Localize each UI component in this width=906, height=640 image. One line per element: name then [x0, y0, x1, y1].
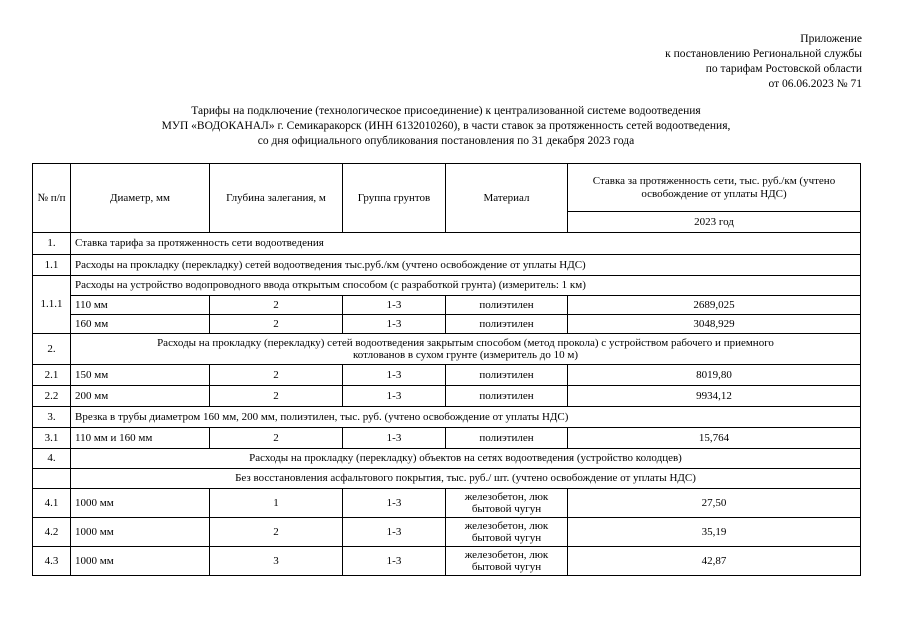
section-num: 4. — [33, 449, 71, 469]
table-row — [33, 489, 861, 518]
cell-depth: 2 — [210, 296, 343, 315]
table-row — [33, 365, 861, 386]
header-row — [33, 164, 861, 212]
appendix-line-3: по тарифам Ростовской области — [705, 63, 862, 75]
section-num: 2. — [33, 334, 71, 365]
cell-value: 2689,025 — [568, 296, 861, 315]
cell-diameter: 1000 мм — [71, 547, 210, 576]
row-num: 3.1 — [33, 428, 71, 449]
section-title-line-1: Расходы на прокладку (перекладку) сетей водоотведения закрытым способом (метод прокола) с устройством рабочего и приемного — [157, 336, 774, 349]
subsection-title: Расходы на устройство водопроводного ввода открытым способом (с разработкой грунта) (измеритель: 1 км) — [71, 276, 861, 296]
cell-diameter: 1000 мм — [71, 489, 210, 518]
cell-material — [446, 518, 568, 547]
section-title: Расходы на прокладку (перекладку) объектов на сетях водоотведения (устройство колодцев) — [71, 449, 861, 469]
section-num: 3. — [33, 407, 71, 428]
cell-soil: 1-3 — [343, 518, 446, 547]
subsection-title: Без восстановления асфальтового покрытия, тыс. руб./ шт. (учтено освобождение от уплаты НДС) — [71, 469, 861, 489]
cell-depth: 2 — [210, 315, 343, 334]
subsection-row — [33, 276, 861, 296]
section-row — [33, 255, 861, 276]
section-title — [71, 334, 861, 365]
header-depth: Глубина залегания, м — [210, 164, 343, 233]
cell-diameter: 110 мм и 160 мм — [71, 428, 210, 449]
cell-soil: 1-3 — [343, 365, 446, 386]
title-line-2: МУП «ВОДОКАНАЛ» г. Семикаракорск (ИНН 6132010260), в части ставок за протяженность сетей водоотведения, — [161, 120, 731, 132]
cell-soil: 1-3 — [343, 489, 446, 518]
table-row — [33, 428, 861, 449]
document-title — [32, 104, 860, 149]
cell-value: 35,19 — [568, 518, 861, 547]
header-num: № п/п — [33, 164, 71, 233]
cell-depth: 2 — [210, 428, 343, 449]
cell-value: 42,87 — [568, 547, 861, 576]
appendix-line-1: Приложение — [800, 33, 862, 45]
material-line-2: бытовой чугун — [471, 561, 542, 573]
section-row — [33, 407, 861, 428]
cell-value: 8019,80 — [568, 365, 861, 386]
section-row — [33, 334, 861, 365]
cell-material: полиэтилен — [446, 315, 568, 334]
cell-depth: 2 — [210, 365, 343, 386]
cell-diameter: 110 мм — [71, 296, 210, 315]
cell-soil: 1-3 — [343, 547, 446, 576]
cell-soil: 1-3 — [343, 315, 446, 334]
cell-diameter: 200 мм — [71, 386, 210, 407]
cell-value: 15,764 — [568, 428, 861, 449]
cell-material: полиэтилен — [446, 296, 568, 315]
cell-material: полиэтилен — [446, 386, 568, 407]
table-row — [33, 386, 861, 407]
cell-depth: 2 — [210, 518, 343, 547]
cell-depth: 2 — [210, 386, 343, 407]
cell-value: 3048,929 — [568, 315, 861, 334]
title-line-3: со дня официального опубликования постановления по 31 декабря 2023 года — [257, 135, 635, 147]
cell-depth: 3 — [210, 547, 343, 576]
appendix-block — [665, 32, 862, 92]
cell-value: 9934,12 — [568, 386, 861, 407]
header-rate: Ставка за протяженность сети, тыс. руб./км (учтено освобождение от уплаты НДС) — [568, 164, 861, 212]
cell-diameter: 160 мм — [71, 315, 210, 334]
section-num: 1. — [33, 233, 71, 255]
cell-material — [446, 547, 568, 576]
title-line-1: Тарифы на подключение (технологическое присоединение) к централизованной системе водоотведения — [191, 105, 701, 117]
section-title-line-2: котлованов в сухом грунте (измеритель до 10 м) — [352, 349, 579, 361]
material-line-1: железобетон, люк — [464, 519, 549, 532]
table-row — [33, 518, 861, 547]
material-line-2: бытовой чугун — [471, 503, 542, 515]
cell-value: 27,50 — [568, 489, 861, 518]
row-num: 2.2 — [33, 386, 71, 407]
table-row — [33, 315, 861, 334]
section-title: Ставка тарифа за протяженность сети водоотведения — [71, 233, 861, 255]
table-row — [33, 547, 861, 576]
material-line-1: железобетон, люк — [464, 548, 549, 561]
section-row — [33, 233, 861, 255]
header-year: 2023 год — [568, 212, 861, 233]
table-row — [33, 296, 861, 315]
tariff-table — [32, 163, 861, 576]
row-num: 2.1 — [33, 365, 71, 386]
row-num: 4.3 — [33, 547, 71, 576]
material-line-1: железобетон, люк — [464, 490, 549, 503]
section-title: Расходы на прокладку (перекладку) сетей водоотведения тыс.руб./км (учтено освобождение от уплаты НДС) — [71, 255, 861, 276]
header-material: Материал — [446, 164, 568, 233]
empty-cell — [33, 469, 71, 489]
cell-diameter: 1000 мм — [71, 518, 210, 547]
header-diameter: Диаметр, мм — [71, 164, 210, 233]
cell-material: полиэтилен — [446, 365, 568, 386]
row-num: 4.2 — [33, 518, 71, 547]
cell-soil: 1-3 — [343, 428, 446, 449]
appendix-line-2: к постановлению Региональной службы — [665, 48, 862, 60]
header-soil: Группа грунтов — [343, 164, 446, 233]
appendix-line-4: от 06.06.2023 № 71 — [768, 78, 862, 90]
section-num: 1.1.1 — [33, 276, 71, 334]
subsection-row — [33, 469, 861, 489]
material-line-2: бытовой чугун — [471, 532, 542, 544]
cell-material — [446, 489, 568, 518]
cell-depth: 1 — [210, 489, 343, 518]
cell-material: полиэтилен — [446, 428, 568, 449]
row-num: 4.1 — [33, 489, 71, 518]
cell-diameter: 150 мм — [71, 365, 210, 386]
cell-soil: 1-3 — [343, 386, 446, 407]
section-num: 1.1 — [33, 255, 71, 276]
cell-soil: 1-3 — [343, 296, 446, 315]
section-row — [33, 449, 861, 469]
section-title: Врезка в трубы диаметром 160 мм, 200 мм, полиэтилен, тыс. руб. (учтено освобождение от уплаты НДС) — [71, 407, 861, 428]
